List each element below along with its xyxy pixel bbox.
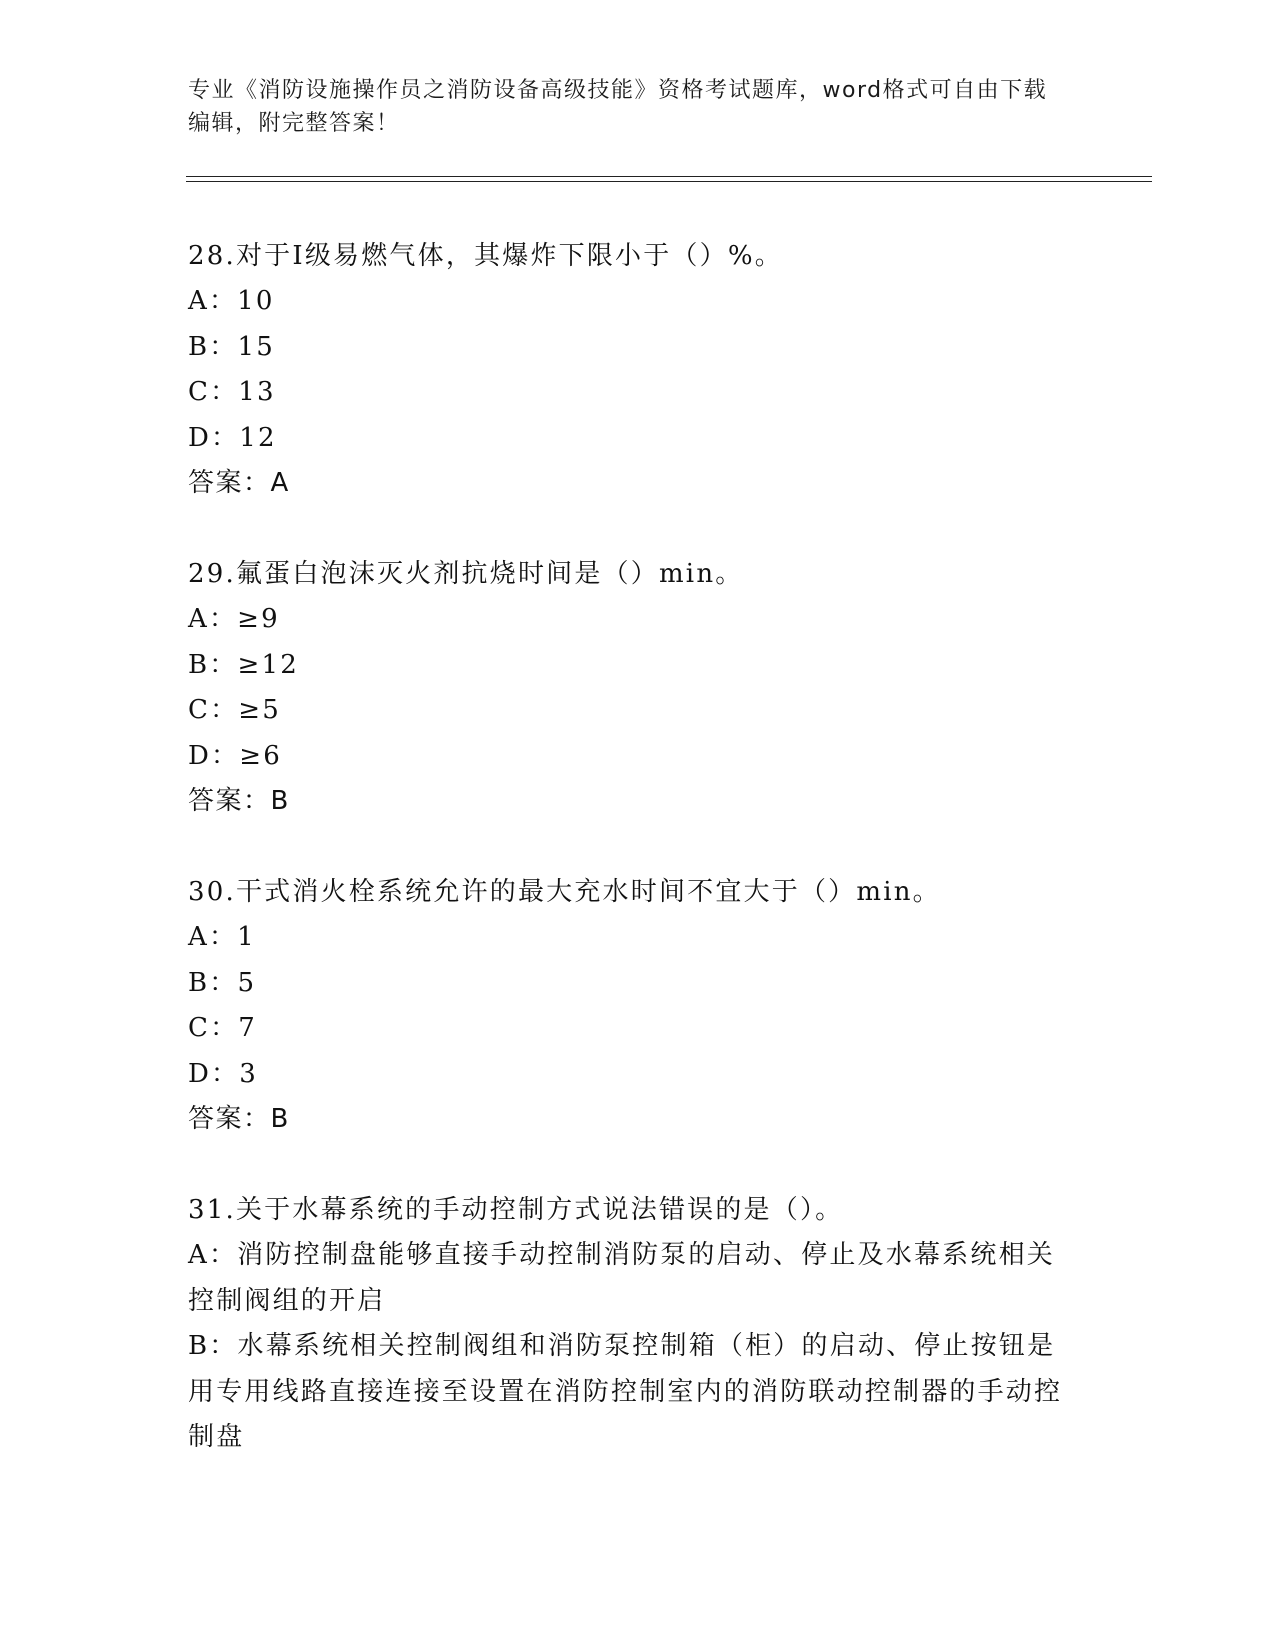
question-30 [188, 869, 1088, 1141]
question-stem: 28.对于Ⅰ级易燃气体，其爆炸下限小于（）%。 [188, 241, 783, 271]
answer: 答案：B [188, 1104, 290, 1134]
header-divider-top [186, 176, 1152, 177]
question-stem: 29.氟蛋白泡沫灭火剂抗烧时间是（）min。 [188, 559, 744, 589]
answer: 答案：A [188, 468, 290, 498]
option-c: C：≥5 [188, 695, 282, 725]
option-a: A：1 [188, 922, 256, 952]
option-b: B：水幕系统相关控制阀组和消防泵控制箱（柜）的启动、停止按钮是用专用线路直接连接至设置在消防控制室内的消防联动控制器的手动控制盘 [188, 1331, 1063, 1452]
answer: 答案：B [188, 786, 290, 816]
option-c: C：13 [188, 377, 276, 407]
document-header: 专业《消防设施操作员之消防设备高级技能》资格考试题库，word格式可自由下载编辑，附完整答案！ [188, 78, 1048, 136]
option-b: B：≥12 [188, 649, 299, 680]
option-a: A：消防控制盘能够直接手动控制消防泵的启动、停止及水幕系统相关控制阀组的开启 [188, 1240, 1055, 1316]
option-b: B：15 [188, 331, 275, 362]
header-divider-bottom [186, 181, 1152, 182]
option-d: D：12 [188, 422, 277, 453]
option-c: C：7 [188, 1013, 258, 1043]
question-29 [188, 551, 1088, 823]
question-stem: 30.干式消火栓系统允许的最大充水时间不宜大于（）min。 [188, 877, 941, 907]
question-28 [188, 233, 1088, 505]
option-a: A：10 [188, 286, 275, 316]
question-31 [188, 1187, 1088, 1461]
option-b: B：5 [188, 967, 257, 998]
option-d: D：≥6 [188, 740, 282, 771]
option-a: A：≥9 [188, 604, 280, 634]
option-d: D：3 [188, 1058, 258, 1089]
question-stem: 31.关于水幕系统的手动控制方式说法错误的是（）。 [188, 1195, 844, 1225]
